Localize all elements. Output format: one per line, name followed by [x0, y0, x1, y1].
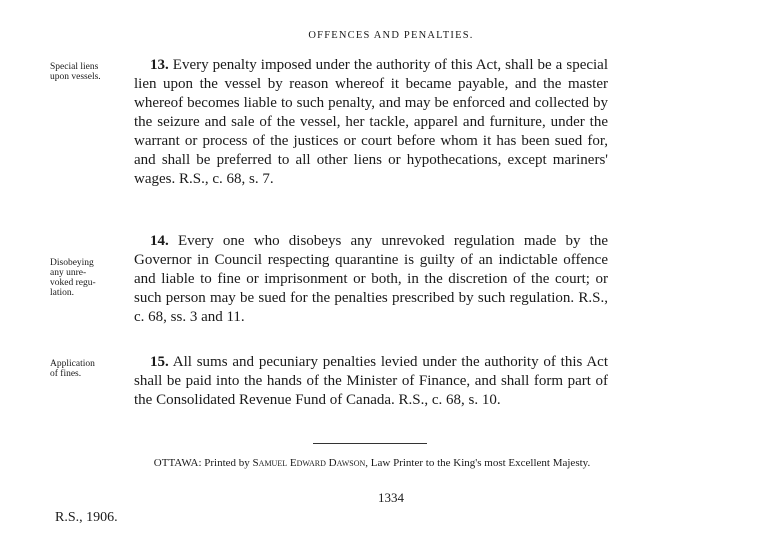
marginal-line: upon vessels.	[50, 72, 101, 82]
footer-citation: R.S., 1906.	[55, 510, 118, 525]
section-text: Every penalty imposed under the authority of this Act, shall be a special lien upon the vessel by reason whereof it became payable, and the master whereof becomes liable to such penalty, and may be enforced and collected by the seizure and sale of the vessel, her tackle, apparel and furniture, under the warrant or process of the justices or court before whom it has been sued for, and shall be preferred to all other liens or hypothecations, except mariners' wages. R.S., c. 68, s. 7.	[134, 57, 609, 187]
section-15	[134, 353, 608, 410]
imprint-suffix: , Law Printer to the King's most Excellent Majesty.	[365, 457, 591, 469]
marginal-line: Disobeying	[50, 258, 94, 268]
marginal-line: Special liens	[50, 62, 99, 72]
imprint-prefix: OTTAWA: Printed by	[153, 457, 253, 469]
marginal-line: lation.	[50, 288, 75, 298]
section-text: All sums and pecuniary penalties levied under the authority of this Act shall be paid into the hands of the Minister of Finance, and shall form part of the Consolidated Revenue Fund of Canada. R.S., c. 68, s. 10.	[134, 354, 608, 408]
running-head: OFFENCES AND PENALTIES.	[308, 30, 474, 41]
marginal-line: voked regu-	[50, 278, 96, 288]
section-number: 15.	[150, 354, 169, 370]
section-14	[134, 232, 608, 327]
marginal-note-13	[50, 62, 130, 82]
divider-rule	[313, 443, 427, 444]
section-number: 13.	[150, 57, 169, 73]
section-13	[134, 56, 608, 189]
section-number: 14.	[150, 233, 169, 249]
marginal-note-14	[50, 258, 130, 298]
marginal-line: any unre-	[50, 268, 87, 278]
section-text: Every one who disobeys any unrevoked regulation made by the Governor in Council respecting quarantine is guilty of an indictable offence and liable to fine or imprisonment or both, in the discretion of the court; or such person may be sued for the penalties prescribed by such regulation. R.S., c. 68, ss. 3 and 11.	[134, 233, 608, 325]
marginal-line: of fines.	[50, 369, 82, 379]
printer-imprint	[130, 457, 614, 470]
marginal-line: Application	[50, 359, 95, 369]
marginal-note-15	[50, 359, 130, 379]
page-number: 1334	[378, 490, 404, 505]
printer-name: Samuel Edward Dawson	[252, 457, 366, 469]
